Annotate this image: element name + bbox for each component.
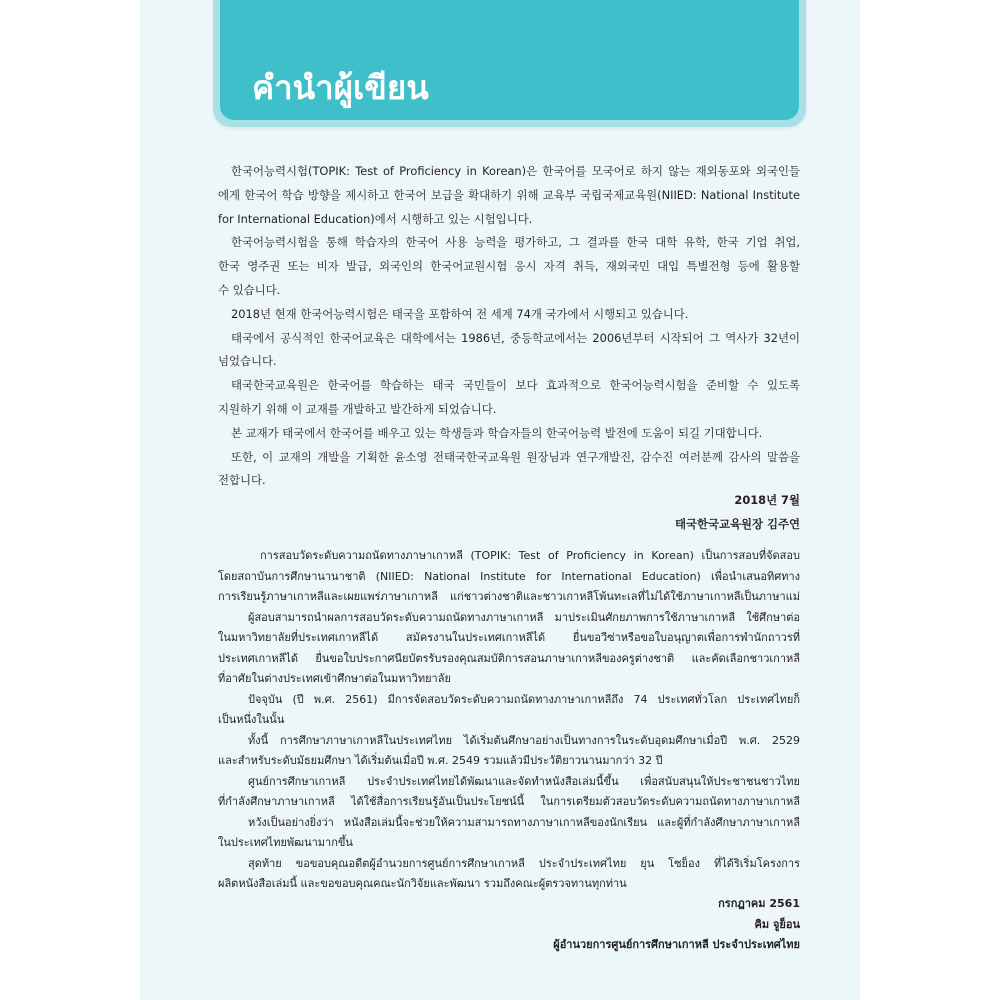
paragraph-line: และสำหรับระดับมัธยมศึกษา ได้เริ่มต้นเมื่อปี พ.ศ. 2549 รวมแล้วมีประวัติยาวนานมากว่า 32 ปี [218, 754, 663, 767]
paragraph-line: 수 있습니다. [218, 282, 281, 297]
paragraph [218, 690, 800, 731]
signature-title: ผู้อำนวยการศูนย์การศึกษาเกาหลี ประจำประเทศไทย [553, 938, 800, 951]
paragraph-line: ที่อาศัยในต่างประเทศเข้าศึกษาต่อในมหาวิทยาลัย [218, 672, 451, 685]
paragraph-line: 한국어능력시험을 통해 학습자의 한국어 사용 능력을 평가하고, 그 결과를 한국 대학 유학, 한국 기업 취업, [231, 235, 800, 250]
paragraph-line: ประเทศเกาหลีได้ ยื่นขอใบประกาศนียบัตรรับรองคุณสมบัติการสอนภาษาเกาหลีของครูต่างชาติ และคัดเลือกชาวเกาหลี [218, 651, 800, 665]
paragraph-line: 본 교재가 태국에서 한국어를 배우고 있는 학생들과 학습자들의 한국어능력 발전에 도움이 되길 기대합니다. [231, 425, 763, 440]
paragraph-line: การสอบวัดระดับความถนัดทางภาษาเกาหลี (TOPIK: Test of Proficiency in Korean) เป็นการสอบที่จัดสอบ [260, 549, 800, 562]
paragraph [218, 546, 800, 608]
paragraph-line: 에게 한국어 학습 방향을 제시하고 한국어 보급을 확대하기 위해 교육부 국립국제교육원(NIIED: National Institute [218, 187, 800, 202]
paragraph-line: ในประเทศไทยพัฒนามากขึ้น [218, 836, 353, 849]
paragraph-line: 태국한국교육원은 한국어를 학습하는 태국 국민들이 보다 효과적으로 한국어능력시험을 준비할 수 있도록 [231, 378, 800, 393]
paragraph-line: ทั้งนี้ การศึกษาภาษาเกาหลีในประเทศไทย ได้เริ่มต้นศึกษาอย่างเป็นทางการในระดับอุดมศึกษาเมื่อปี พ.ศ. 2529 [248, 733, 800, 747]
paragraph [218, 731, 800, 772]
paragraph-line: ศูนย์การศึกษาเกาหลี ประจำประเทศไทยได้พัฒนาและจัดทำหนังสือเล่มนี้ขึ้น เพื่อสนับสนุนให้ประชาชนชาวไทย [248, 774, 800, 788]
paragraph-line: for International Education)에서 시행하고 있는 시험입니다. [218, 211, 533, 226]
paragraph-line: การเรียนรู้ภาษาเกาหลีและเผยแพร่ภาษาเกาหลี แก่ชาวต่างชาติและชาวเกาหลีโพ้นทะเลที่ไม่ได้ใช้ภาษาเกาหลีเป็นภาษาแม่ [218, 590, 800, 603]
page-title: คำนำผู้เขียน [252, 68, 429, 107]
paragraph [218, 854, 800, 895]
paragraph [218, 772, 800, 813]
paragraph-line: โดยสถาบันการศึกษานานาชาติ (NIIED: National Institute for International Education) เพื่อนำเสนอทิศทาง [218, 569, 800, 583]
thai-signature-block [218, 894, 800, 956]
paragraph-line: 지원하기 위해 이 교재를 개발하고 발간하게 되었습니다. [218, 401, 497, 416]
paragraph-line: 2018년 현재 한국어능력시험은 태국을 포함하여 전 세계 74개 국가에서 시행되고 있습니다. [231, 306, 689, 321]
signature-name: 태국한국교육원장 김주연 [674, 517, 800, 531]
paragraph-line: ผลิตหนังสือเล่มนี้ และขอขอบคุณคณะนักวิจัยและพัฒนา รวมถึงคณะผู้ตรวจทานทุกท่าน [218, 877, 627, 890]
paragraph-line: 전합니다. [218, 473, 266, 488]
paragraph-line: เป็นหนึ่งในนั้น [218, 713, 285, 726]
signature-name: คิม จูย็อน [754, 917, 800, 931]
paragraph-line: สุดท้าย ขอขอบคุณอดีตผู้อำนวยการศูนย์การศึกษาเกาหลี ประจำประเทศไทย ยุน โซย็อง ที่ได้ริเริ่มโครงการ [248, 856, 800, 870]
paragraph-line: หวังเป็นอย่างยิ่งว่า หนังสือเล่มนี้จะช่วยให้ความสามารถทางภาษาเกาหลีของนักเรียน และผู้ที่กำลังศึกษาภาษาเกาหลี [248, 815, 800, 829]
paragraph [218, 608, 800, 690]
signature-date: กรกฎาคม 2561 [718, 897, 800, 910]
paragraph-line: 한국어능력시험(TOPIK: Test of Proficiency in Korean)은 한국어를 모국어로 하지 않는 재외동포와 외국인들 [231, 164, 800, 178]
paragraph [218, 813, 800, 854]
paragraph-line: 또한, 이 교재의 개발을 기획한 윤소영 전태국한국교육원 원장님과 연구개발진, 감수진 여러분께 감사의 말씀을 [231, 449, 800, 464]
paragraph-line: 태국에서 공식적인 한국어교육은 대학에서는 1986년, 중등학교에서는 2006년부터 시작되어 그 역사가 32년이 [231, 330, 800, 345]
paragraph-line: ปัจจุบัน (ปี พ.ศ. 2561) มีการจัดสอบวัดระดับความถนัดทางภาษาเกาหลีถึง 74 ประเทศทั่วโลก ประเทศไทยก็ [248, 692, 800, 706]
paragraph-line: 한국 영주권 또는 비자 발급, 외국인의 한국어교원시험 응시 자격 취득, 재외국민 대입 특별전형 등에 활용할 [218, 259, 800, 274]
paragraph-line: 넘었습니다. [218, 354, 277, 369]
paragraph-line: ในมหาวิทยาลัยที่ประเทศเกาหลีได้ สมัครงานในประเทศเกาหลีได้ ยื่นขอวีซ่าหรือขอใบอนุญาตเพื่อการพำนักถาวรที่ [218, 631, 800, 644]
signature-date: 2018년 7월 [734, 493, 800, 507]
paragraph-line: ผู้สอบสามารถนำผลการสอบวัดระดับความถนัดทางภาษาเกาหลี มาประเมินศักยภาพการใช้ภาษาเกาหลี ใช้ศึกษาต่อ [248, 610, 800, 624]
thai-preface-body [218, 546, 800, 895]
paragraph-line: ที่กำลังศึกษาภาษาเกาหลี ได้ใช้สื่อการเรียนรู้อันเป็นประโยชน์นี้ ในการเตรียมตัวสอบวัดระดับความถนัดทางภาษาเกาหลี [218, 795, 800, 808]
